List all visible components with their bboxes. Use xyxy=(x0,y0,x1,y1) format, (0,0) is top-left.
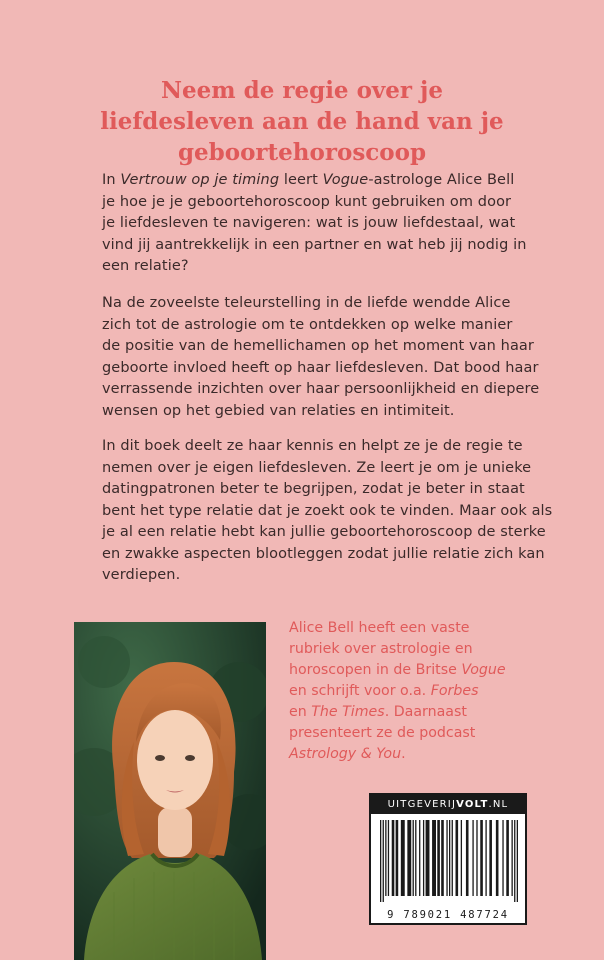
italic-title: The Times xyxy=(311,704,385,720)
publisher-suffix: .NL xyxy=(488,799,509,810)
blurb-paragraph-2 xyxy=(102,293,540,422)
paragraph-line: verdiepen. xyxy=(102,567,181,583)
paragraph-line: en zwakke aspecten blootleggen zodat jullie relatie zich kan xyxy=(102,545,545,562)
publisher-name: VOLT xyxy=(456,799,489,810)
bio-line: presenteert ze de podcast xyxy=(289,725,476,741)
headline-line: geboortehoroscoop xyxy=(177,139,427,167)
paragraph-line: datingpatronen beter te begrijpen, zodat je beter in staat xyxy=(102,481,525,497)
paragraph-line: de positie van de hemellichamen op het moment van haar xyxy=(102,338,534,354)
author-photo xyxy=(74,622,266,960)
barcode-bar xyxy=(485,820,486,896)
italic-title: Vogue xyxy=(322,172,369,188)
paragraph-line: je al een relatie hebt kan jullie geboortehoroscoop de sterke xyxy=(102,524,546,540)
paragraph-line: In dit boek deelt ze haar kennis en helpt ze je de regie te xyxy=(102,438,523,454)
author-bio xyxy=(289,618,519,765)
blurb-paragraph-1 xyxy=(102,170,527,278)
barcode-bar xyxy=(517,820,518,902)
barcode-bar xyxy=(419,820,420,896)
barcode-bar xyxy=(407,820,411,896)
barcode-box xyxy=(369,793,527,925)
barcode-bar xyxy=(415,820,416,896)
barcode-bar xyxy=(506,820,509,896)
barcode-bar xyxy=(502,820,503,896)
paragraph-line: In Vertrouw op je timing leert Vogue-astrologe Alice Bell xyxy=(102,172,515,188)
barcode-bar xyxy=(426,820,430,896)
italic-title: Astrology & You xyxy=(289,746,402,762)
italic-title: Vogue xyxy=(461,662,506,678)
bio-line: Astrology & You. xyxy=(289,746,406,762)
bio-line: en schrijft voor o.a. Forbes xyxy=(289,683,479,699)
barcode-bar xyxy=(514,820,515,902)
paragraph-line: nemen over je eigen liefdesleven. Ze leert je om je unieke xyxy=(102,459,532,476)
barcode-bar xyxy=(489,820,492,896)
barcode-bar xyxy=(472,820,473,896)
paragraph-line: een relatie? xyxy=(102,258,189,274)
barcode-bar xyxy=(449,820,450,896)
bio-line: rubriek over astrologie en xyxy=(289,641,473,657)
barcode-icon xyxy=(379,820,519,902)
paragraph-line: verrassende inzichten over haar persoonlijkheid en diepere xyxy=(102,381,540,397)
barcode-bar xyxy=(437,820,440,896)
barcode-bar xyxy=(383,820,384,902)
barcode-bar xyxy=(396,820,399,896)
headline-line: Neem de regie over je xyxy=(161,77,443,105)
barcode-bar xyxy=(480,820,483,896)
bio-line: en The Times. Daarnaast xyxy=(289,704,467,720)
barcode-bar xyxy=(392,820,395,896)
headline-line: liefdesleven aan de hand van je xyxy=(100,108,504,136)
barcode-bar xyxy=(380,820,381,902)
barcode-bar xyxy=(496,820,499,896)
paragraph-line: je hoe je je geboortehoroscoop kunt gebruiken om door xyxy=(102,193,512,210)
barcode-bar xyxy=(461,820,462,896)
publisher-label xyxy=(371,795,525,814)
barcode-bar xyxy=(452,820,453,896)
paragraph-line: vind jij aantrekkelijk in een partner en wat heb jij nodig in xyxy=(102,236,527,253)
paragraph-line: zich tot de astrologie om te ontdekken op welke manier xyxy=(102,316,513,333)
bio-line: horoscopen in de Britse Vogue xyxy=(289,662,506,678)
barcode-bar xyxy=(413,820,414,896)
barcode-bar xyxy=(441,820,444,896)
headline xyxy=(60,75,544,168)
paragraph-line: Na de zoveelste teleurstelling in de liefde wendde Alice xyxy=(102,295,511,311)
italic-title: Forbes xyxy=(430,683,479,699)
author-portrait-icon xyxy=(74,622,266,960)
barcode-bar xyxy=(466,820,469,896)
publisher-prefix: UITGEVERIJ xyxy=(387,799,457,810)
paragraph-line: geboorte invloed heeft op haar liefdesleven. Dat bood haar xyxy=(102,359,539,376)
barcode-bar xyxy=(423,820,424,896)
paragraph-line: je liefdesleven te navigeren: wat is jouw liefdestaal, wat xyxy=(102,215,516,231)
barcode-bar xyxy=(476,820,477,896)
bio-line: Alice Bell heeft een vaste xyxy=(289,620,470,636)
barcode-bar xyxy=(456,820,459,896)
barcode-bar xyxy=(388,820,389,896)
barcode-bar xyxy=(432,820,436,896)
italic-title: Vertrouw op je timing xyxy=(120,172,280,188)
barcode-bar xyxy=(446,820,447,896)
isbn-number: 9 789021 487724 xyxy=(387,909,509,921)
barcode-bar xyxy=(385,820,386,896)
paragraph-line: wensen op het gebied van relaties en intimiteit. xyxy=(102,402,455,419)
paragraph-line: bent het type relatie dat je zoekt ook te vinden. Maar ook als xyxy=(102,502,553,519)
barcode-bar xyxy=(401,820,405,896)
barcode-bar xyxy=(511,820,512,896)
blurb-paragraph-3 xyxy=(102,436,553,587)
